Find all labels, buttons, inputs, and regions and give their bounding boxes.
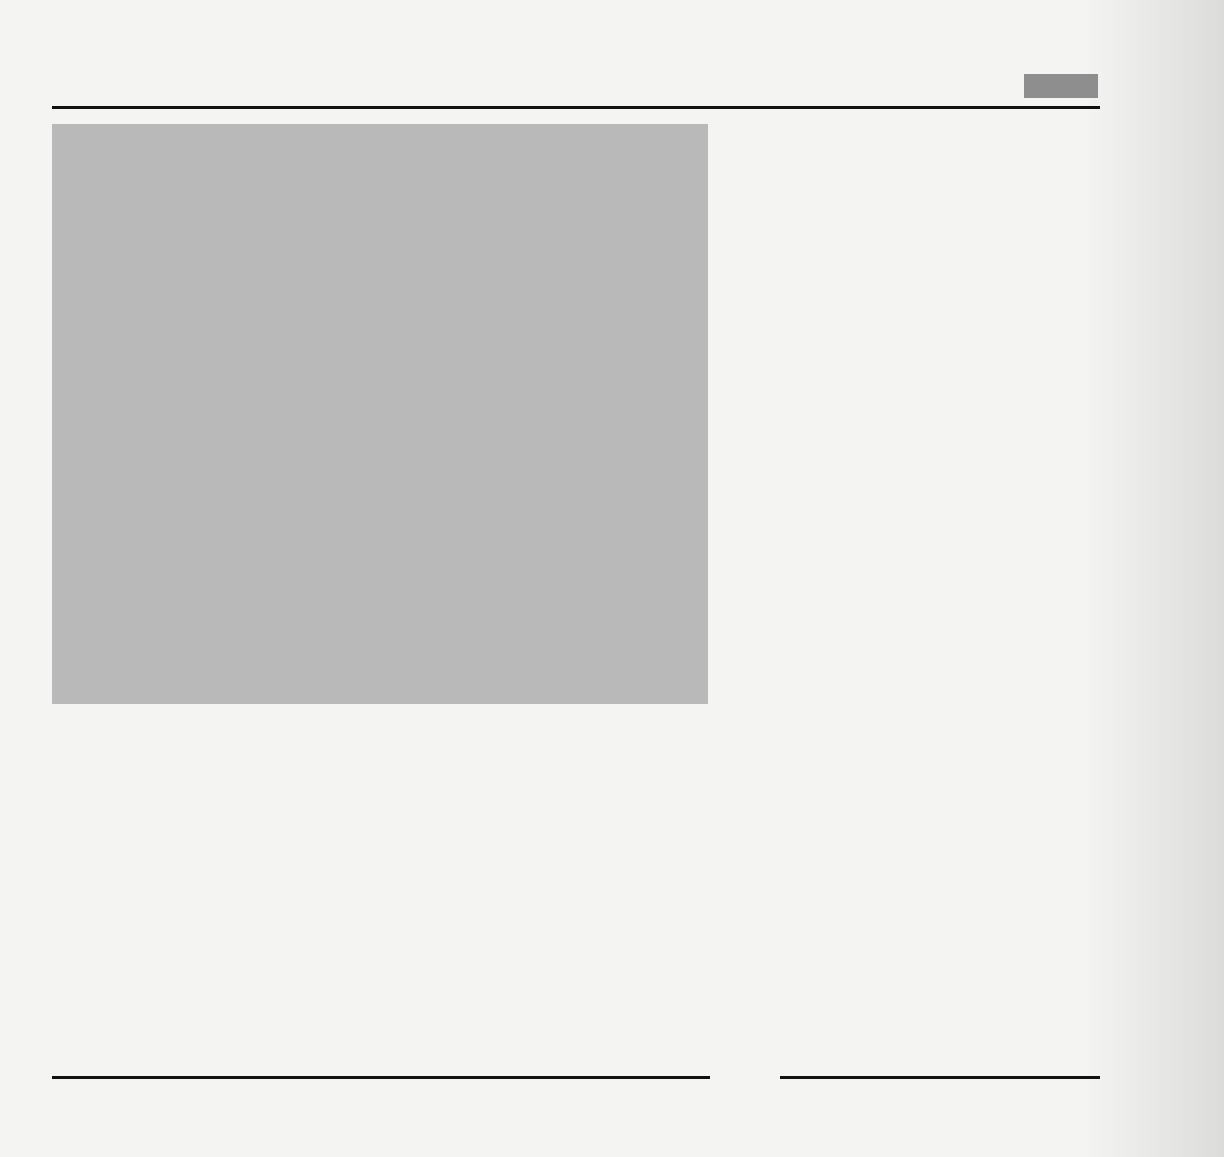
- highlighted-dialog-box: [52, 124, 708, 704]
- bottom-rule-right: [780, 1076, 1100, 1079]
- page-edge-shadow: [1084, 0, 1224, 1157]
- page-number: [1024, 74, 1098, 98]
- bottom-rule-left: [52, 1076, 710, 1079]
- page-header: [52, 74, 1100, 110]
- header-rule: [52, 106, 1100, 109]
